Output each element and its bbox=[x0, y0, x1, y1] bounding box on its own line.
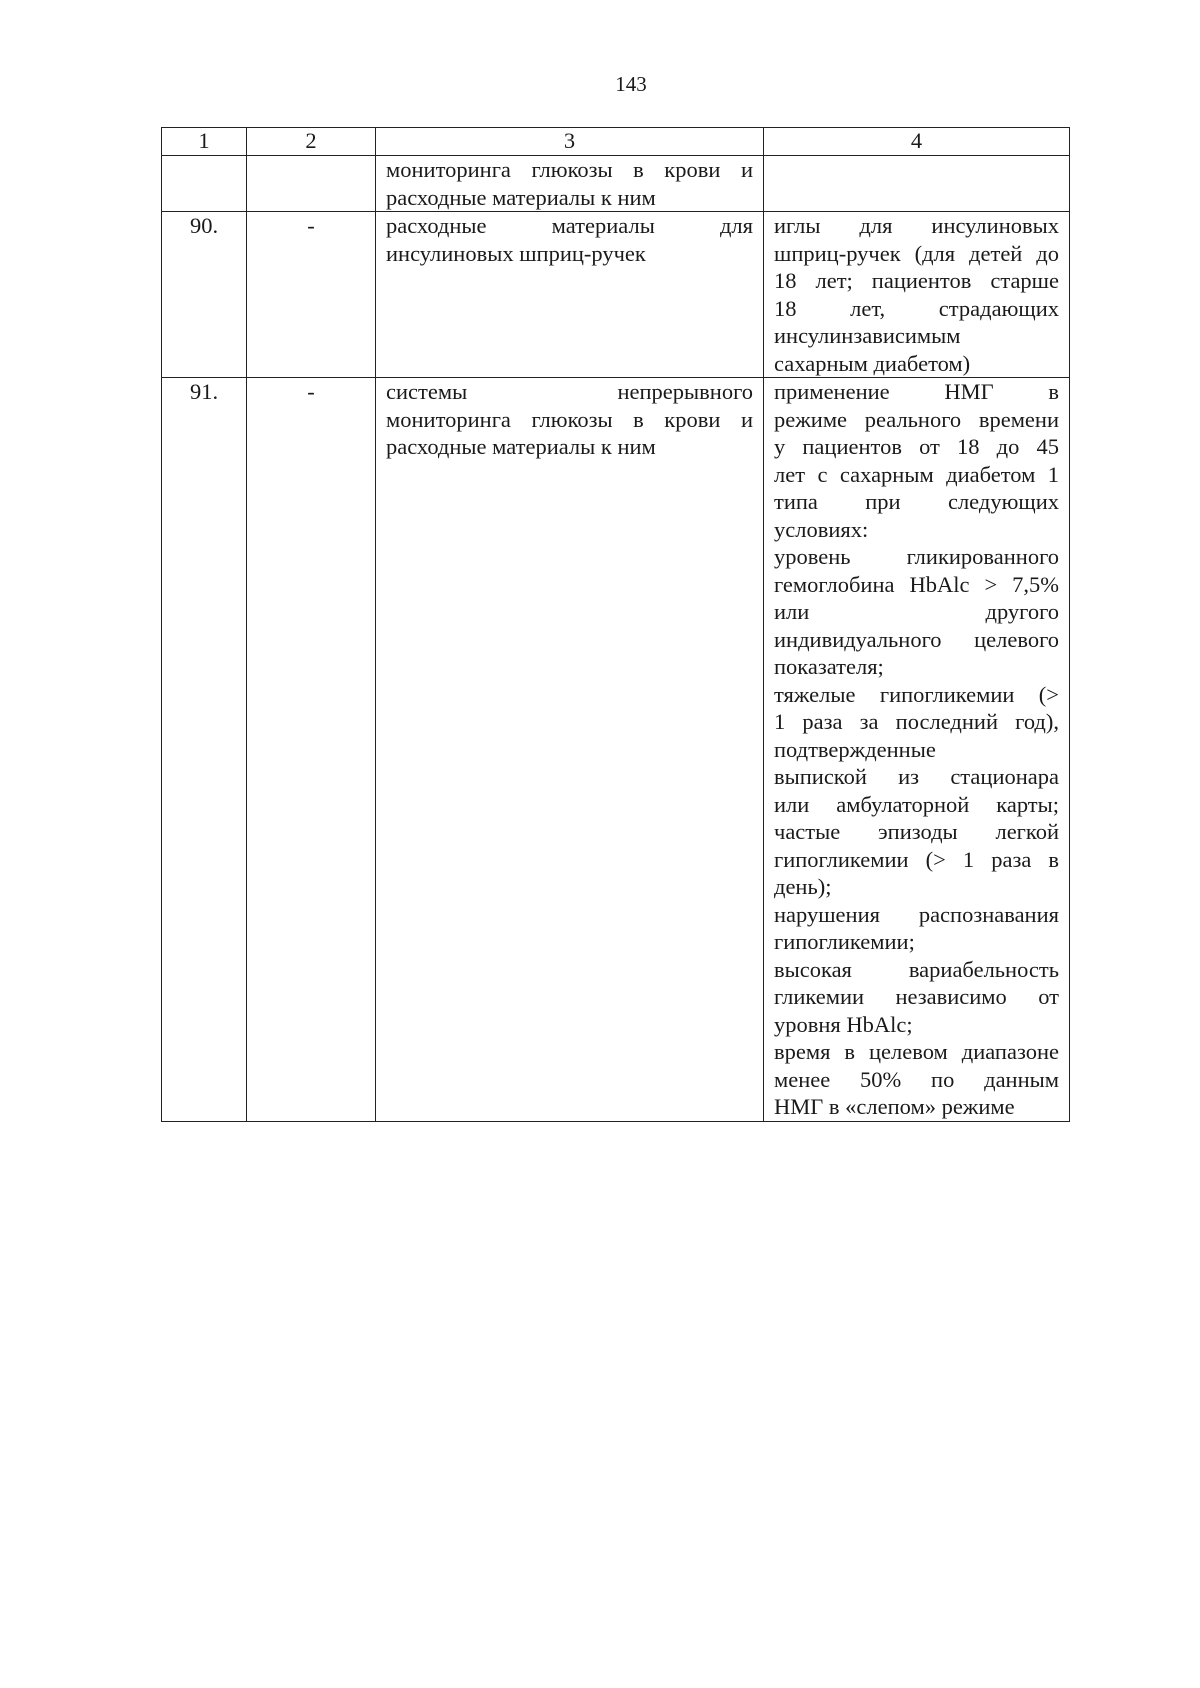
row-code-cell bbox=[247, 156, 376, 212]
condition-line: 18 лет, страдающих bbox=[774, 295, 1059, 321]
name-line: мониторинга глюкозы в крови и bbox=[386, 157, 753, 182]
row-condition-cell bbox=[764, 156, 1070, 212]
row-code-cell: - bbox=[247, 378, 376, 1122]
table-row bbox=[162, 212, 1070, 378]
row-name-cell bbox=[376, 212, 764, 378]
name-line: мониторинга глюкозы в крови и bbox=[386, 406, 753, 432]
table-row bbox=[162, 378, 1070, 1122]
condition-line: уровень гликированного bbox=[774, 544, 1059, 569]
row-number-cell: 91. bbox=[162, 378, 247, 1122]
name-line: инсулиновых шприц-ручек bbox=[386, 240, 646, 266]
document-table bbox=[161, 127, 1070, 1122]
condition-line: гипогликемии (> 1 раза в bbox=[774, 846, 1059, 872]
row-number-cell: 90. bbox=[162, 212, 247, 378]
header-col-2: 2 bbox=[247, 128, 376, 156]
page-number: 143 bbox=[615, 72, 647, 96]
condition-line: лет с сахарным диабетом 1 bbox=[774, 461, 1059, 487]
condition-line: или другого bbox=[774, 599, 1059, 624]
row-name-cell bbox=[376, 156, 764, 212]
condition-line: уровня HbAlc; bbox=[774, 1011, 913, 1037]
row-condition-cell bbox=[764, 212, 1070, 378]
condition-line: инсулинзависимым bbox=[774, 323, 961, 348]
condition-line: время в целевом диапазоне bbox=[774, 1039, 1059, 1064]
condition-line: режиме реального времени bbox=[774, 406, 1059, 432]
name-line: расходные материалы для bbox=[386, 213, 753, 238]
row-code-cell: - bbox=[247, 212, 376, 378]
name-line: расходные материалы к ним bbox=[386, 184, 656, 210]
condition-line: сахарным диабетом) bbox=[774, 350, 971, 376]
condition-line: условиях: bbox=[774, 516, 869, 542]
condition-line: типа при следующих bbox=[774, 489, 1059, 514]
condition-line: гликемии независимо от bbox=[774, 984, 1059, 1009]
condition-line: показателя; bbox=[774, 654, 884, 679]
condition-line: 1 раза за последний год), bbox=[774, 709, 1059, 734]
table-body bbox=[162, 156, 1070, 1122]
condition-line: день); bbox=[774, 874, 832, 899]
condition-line: гипогликемии; bbox=[774, 929, 915, 954]
condition-line: подтвержденные bbox=[774, 736, 936, 762]
condition-line: гемоглобина HbAlc > 7,5% bbox=[774, 571, 1059, 597]
header-col-4: 4 bbox=[764, 128, 1070, 156]
condition-line: высокая вариабельность bbox=[774, 956, 1059, 982]
condition-line: нарушения распознавания bbox=[774, 901, 1059, 927]
table-row bbox=[162, 156, 1070, 212]
condition-line: шприц-ручек (для детей до bbox=[774, 240, 1059, 266]
name-line: системы непрерывного bbox=[386, 379, 753, 404]
condition-line: частые эпизоды легкой bbox=[774, 819, 1059, 844]
condition-line: тяжелые гипогликемии (> bbox=[774, 681, 1059, 707]
header-col-3: 3 bbox=[376, 128, 764, 156]
row-number-cell bbox=[162, 156, 247, 212]
condition-line: менее 50% по данным bbox=[774, 1066, 1059, 1092]
condition-line: НМГ в «слепом» режиме bbox=[774, 1094, 1015, 1119]
condition-line: или амбулаторной карты; bbox=[774, 791, 1059, 817]
condition-line: у пациентов от 18 до 45 bbox=[774, 434, 1059, 459]
table-header-row bbox=[162, 128, 1070, 156]
condition-line: выпиской из стационара bbox=[774, 764, 1059, 789]
condition-line: 18 лет; пациентов старше bbox=[774, 268, 1059, 293]
row-name-cell bbox=[376, 378, 764, 1122]
condition-line: иглы для инсулиновых bbox=[774, 213, 1059, 238]
condition-line: применение НМГ в bbox=[774, 379, 1059, 404]
row-condition-cell bbox=[764, 378, 1070, 1122]
header-col-1: 1 bbox=[162, 128, 247, 156]
name-line: расходные материалы к ним bbox=[386, 434, 656, 459]
condition-line: индивидуального целевого bbox=[774, 626, 1059, 652]
